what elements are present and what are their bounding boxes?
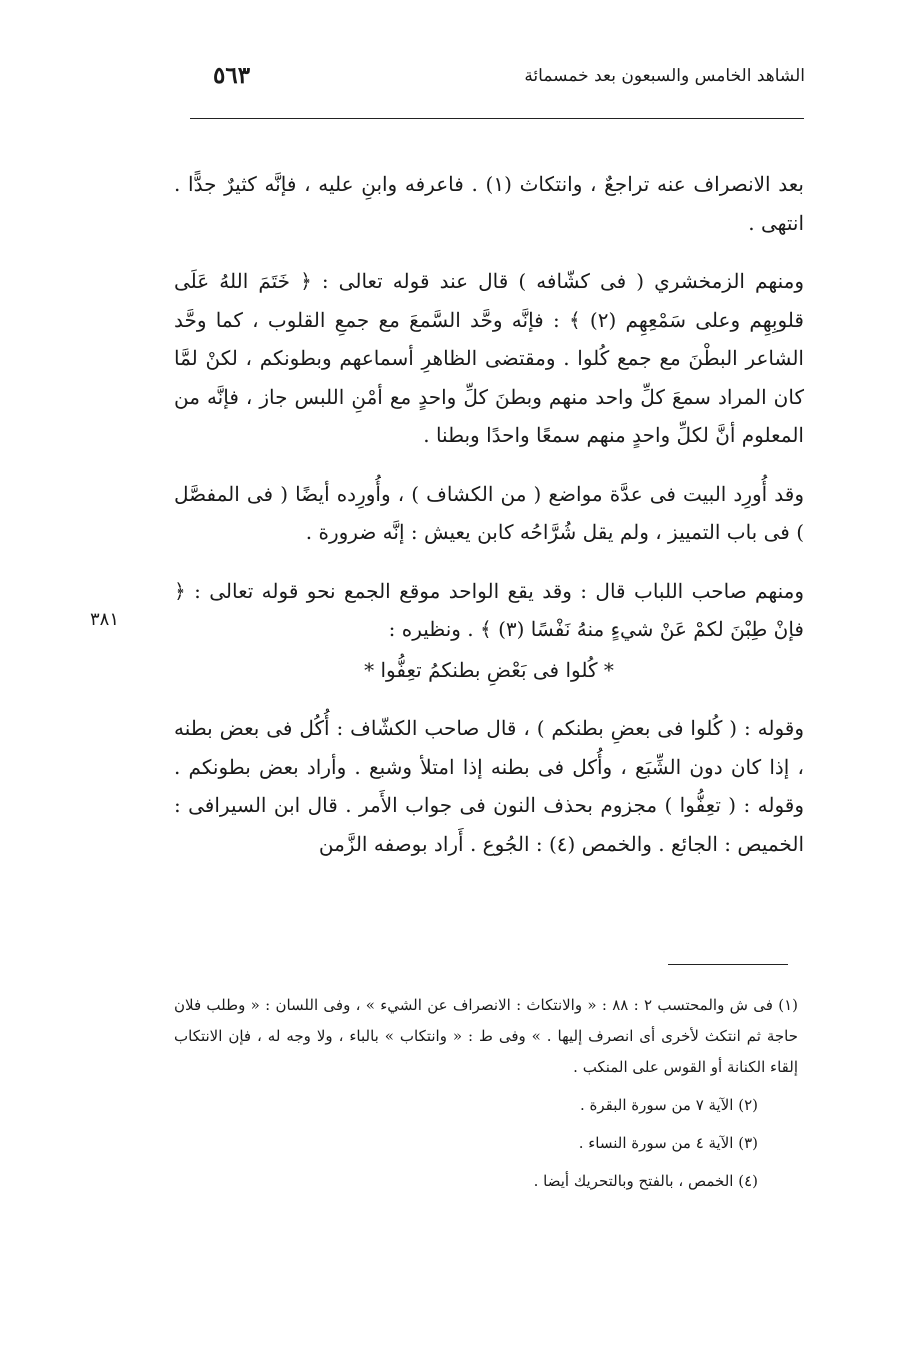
paragraph-4: ومنهم صاحب اللباب قال : وقد يقع الواحد موقع الجمع نحو قوله تعالى : ﴿ فإنْ طِبْنَ لكمْ عَنْ شيءٍ منهُ نَفْسًا (٣) ﴾ . ونظيره : xyxy=(174,578,804,641)
paragraph-1: بعد الانصراف عنه تراجعٌ ، وانتكاث (١) . فاعرفه وابنِ عليه ، فإنَّه كثيرٌ جدًّا . انتهى . xyxy=(174,172,805,235)
footnote-2: (٢) الآية ٧ من سورة البقرة . xyxy=(579,1096,758,1114)
footnote-3: (٣) الآية ٤ من سورة النساء . xyxy=(578,1134,758,1152)
paragraph-2: ومنهم الزمخشري ( فى كشّافه ) قال عند قوله تعالى : ﴿ خَتَمَ اللهُ عَلَى قلوبِهِم وعلى سَمْعِهِم (٢) ﴾ : فإنَّه وحَّد السَّمعَ مع جمعِ القلوب ، كما وحَّد الشاعر البطْنَ مع جمع كُلوا . ومقتضى الظاهرِ أسماعهم وبطونكم ، لكنْ لمَّا كان المراد سمعَ كلِّ واحد منهم وبطنَ كلِّ واحدٍ مع أمْنِ اللبس جاز ، فإنَّه من المعلوم أنَّ لكلِّ واحدٍ منهم سمعًا واحدًا وبطنا . xyxy=(174,269,804,447)
paragraph-5: وقوله : ( كُلوا فى بعضِ بطنكم ) ، قال صاحب الكشّاف : أُكُل فى بعض بطنه ، إذا كان دون الشِّبَع ، وأُكل فى بطنه إذا امتلأ وشبع . وأراد بعض بطونكم . وقوله : ( تعِفُّوا ) مجزوم بحذف النون فى جواب الأَمر . قال ابن السيرافى : الخميص : الجائع . والخمص (٤) : الجُوع . أَراد بوصفه الزَّمن xyxy=(174,716,804,856)
footnotes xyxy=(174,990,798,1204)
footnote-4: (٤) الخمص ، بالفتح وبالتحريك أيضا . xyxy=(533,1172,758,1190)
paragraph-3: وقد أُورِد البيت فى عدَّة مواضع ( من الكشاف ) ، وأُورِده أيضًا ( فى المفصَّل ) فى باب التمييز ، ولم يقل شُرَّاحُه كابن يعيش : إنَّه ضرورة . xyxy=(174,481,804,544)
footnote-rule xyxy=(668,964,788,965)
body-text xyxy=(174,165,804,883)
running-title: الشاهد الخامس والسبعون بعد خمسمائة xyxy=(524,66,805,86)
verse-line: * كُلوا فى بَعْضِ بطنكمُ تعِفُّوا * xyxy=(364,657,614,682)
header-rule xyxy=(190,118,804,119)
footnote-1: (١) فى ش والمحتسب ٢ : ٨٨ : « والانتكاث : الانصراف عن الشيء » ، وفى اللسان : « وطلب فلان حاجة ثم انتكث لأخرى أى انصرف إليها . » وفى ط : « وانتكاب » بالباء ، ولا وجه له ، فإن الانتكاب إلقاء الكنانة أو القوس على المنكب . xyxy=(174,996,798,1076)
page-number: ٥٦٣ xyxy=(213,62,251,89)
margin-number: ٣٨١ xyxy=(90,609,120,630)
